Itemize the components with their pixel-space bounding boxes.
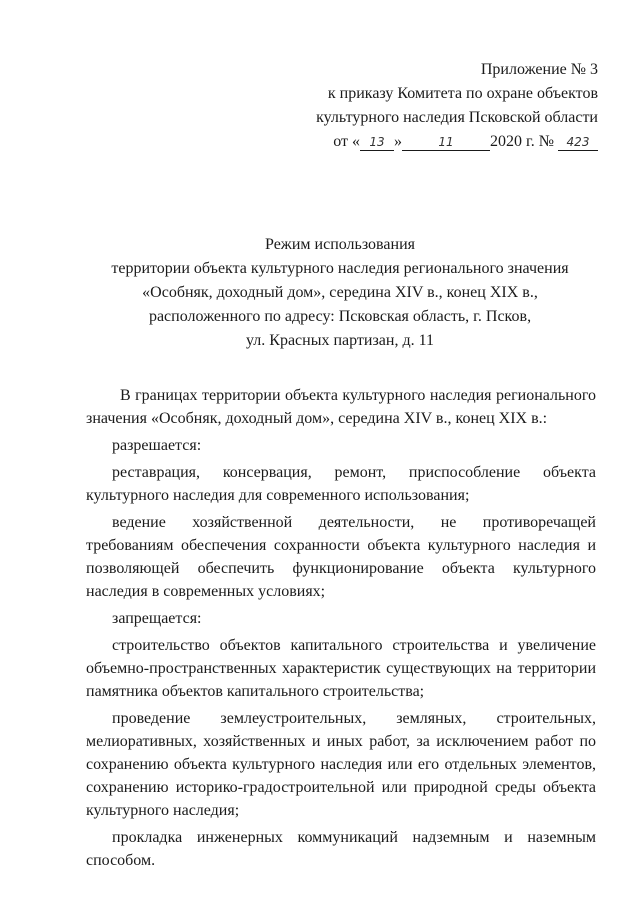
allowed-item-1: реставрация, консервация, ремонт, приспособление объекта культурного наследия для современного использования; xyxy=(86,464,596,504)
title-line-5: ул. Красных партизан, д. 11 xyxy=(245,332,434,349)
forbidden-heading: запрещается: xyxy=(112,610,202,627)
title-line-4: расположенного по адресу: Псковская область, г. Псков, xyxy=(148,308,532,325)
appendix-title: Приложение № 3 xyxy=(480,61,598,78)
document-title xyxy=(60,233,620,353)
title-line-2: территории объекта культурного наследия регионального значения xyxy=(111,260,569,277)
date-mid: » xyxy=(393,133,402,150)
order-number: 423 xyxy=(558,134,598,151)
date-prefix: от « xyxy=(333,133,360,150)
date-day: 13 xyxy=(360,134,394,151)
forbidden-item-3: прокладка инженерных коммуникаций надземным и наземным способом. xyxy=(86,829,596,869)
title-line-1: Режим использования xyxy=(265,236,415,253)
appendix-committee-line: культурного наследия Псковской области xyxy=(316,109,598,126)
date-suffix: 2020 г. № xyxy=(489,133,554,150)
title-line-3: «Особняк, доходный дом», середина XIV в., конец XIX в., xyxy=(142,284,538,301)
intro-paragraph: В границах территории объекта культурного наследия регионального значения «Особняк, доходный дом», середина XIV в., конец XIX в.: xyxy=(86,387,596,427)
forbidden-item-1: строительство объектов капитального строительства и увеличение объемно-пространственных характеристик существующих на территории памятника объектов капитального строительства; xyxy=(86,637,596,700)
appendix-order-line: к приказу Комитета по охране объектов xyxy=(327,85,598,102)
document-body xyxy=(86,384,596,876)
allowed-heading: разрешается: xyxy=(112,437,202,454)
forbidden-item-2: проведение землеустроительных, земляных, строительных, мелиоративных, хозяйственных и иных работ, за исключением работ по сохранению объекта культурного наследия или его отдельных элементов, сохранению историко-градостроительной или природной среды объекта культурного наследия; xyxy=(86,710,596,819)
date-month: 11 xyxy=(402,134,490,151)
appendix-header xyxy=(298,58,598,154)
appendix-date-line xyxy=(298,130,598,154)
allowed-item-2: ведение хозяйственной деятельности, не противоречащей требованиям обеспечения сохранности объекта культурного наследия и позволяющей обеспечить функционирование объекта культурного наследия в современных условиях; xyxy=(86,514,596,600)
